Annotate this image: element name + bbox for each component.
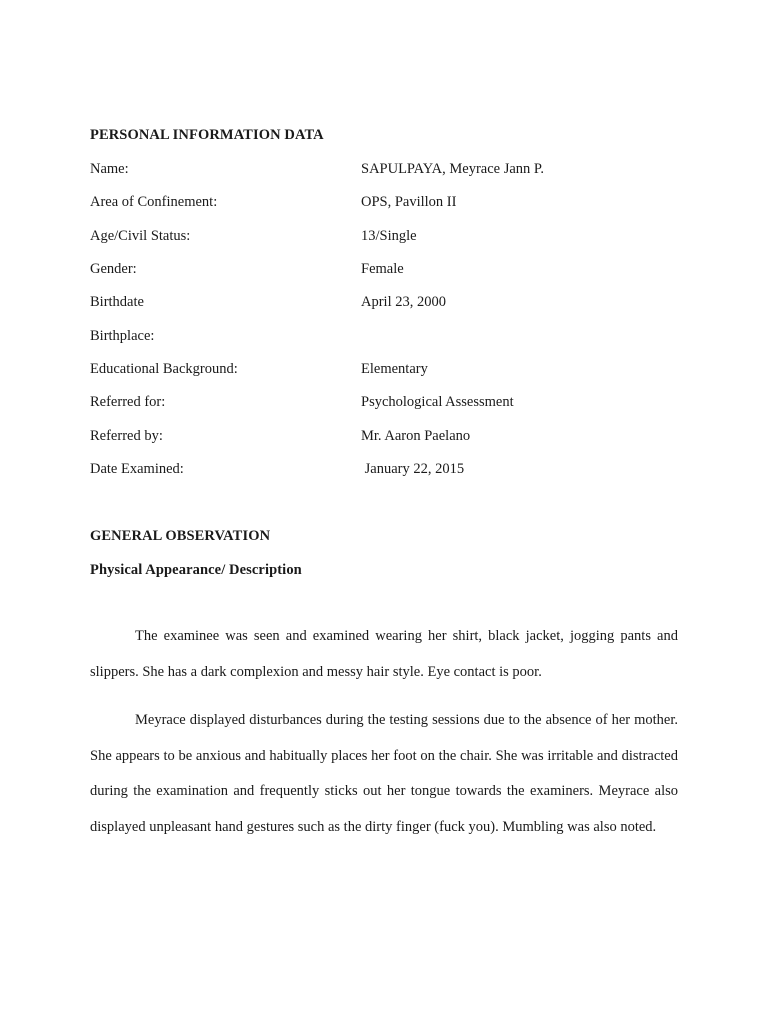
- physical-appearance-subheading: Physical Appearance/ Description: [90, 562, 302, 578]
- age-civil-status-label: Age/Civil Status:: [90, 228, 191, 244]
- area-of-confinement-value: OPS, Pavillon II: [361, 194, 457, 210]
- birthdate-value: April 23, 2000: [361, 294, 446, 310]
- educational-background-label: Educational Background:: [90, 361, 238, 377]
- referred-by-value: Mr. Aaron Paelano: [361, 428, 471, 444]
- gender-value: Female: [361, 261, 404, 277]
- date-examined-label: Date Examined:: [90, 461, 184, 477]
- observation-paragraph-1: The examinee was seen and examined wearing her shirt, black jacket, jogging pants and slippers. She has a dark complexion and messy hair style. Eye contact is poor.: [90, 628, 678, 680]
- age-civil-status-value: 13/Single: [361, 228, 417, 244]
- educational-background-value: Elementary: [361, 361, 428, 377]
- referred-for-value: Psychological Assessment: [361, 394, 514, 410]
- birthdate-label: Birthdate: [90, 294, 144, 310]
- observation-paragraph-2: Meyrace displayed disturbances during the testing sessions due to the absence of her mother. She appears to be anxious and habitually places her foot on the chair. She was irritable and distracted during the examination and frequently sticks out her tongue towards the examiners. Meyrace also displayed unpleasant hand gestures such as the dirty finger (fuck you). Mumbling was also noted.: [90, 712, 678, 836]
- area-of-confinement-label: Area of Confinement:: [90, 194, 218, 210]
- name-value: SAPULPAYA, Meyrace Jann P.: [361, 161, 545, 177]
- date-examined-value: January 22, 2015: [361, 461, 465, 477]
- personal-info-heading: PERSONAL INFORMATION DATA: [90, 127, 324, 143]
- referred-by-label: Referred by:: [90, 428, 163, 444]
- referred-for-label: Referred for:: [90, 394, 166, 410]
- gender-label: Gender:: [90, 261, 137, 277]
- general-observation-heading: GENERAL OBSERVATION: [90, 528, 271, 544]
- birthplace-label: Birthplace:: [90, 328, 155, 344]
- name-label: Name:: [90, 161, 129, 177]
